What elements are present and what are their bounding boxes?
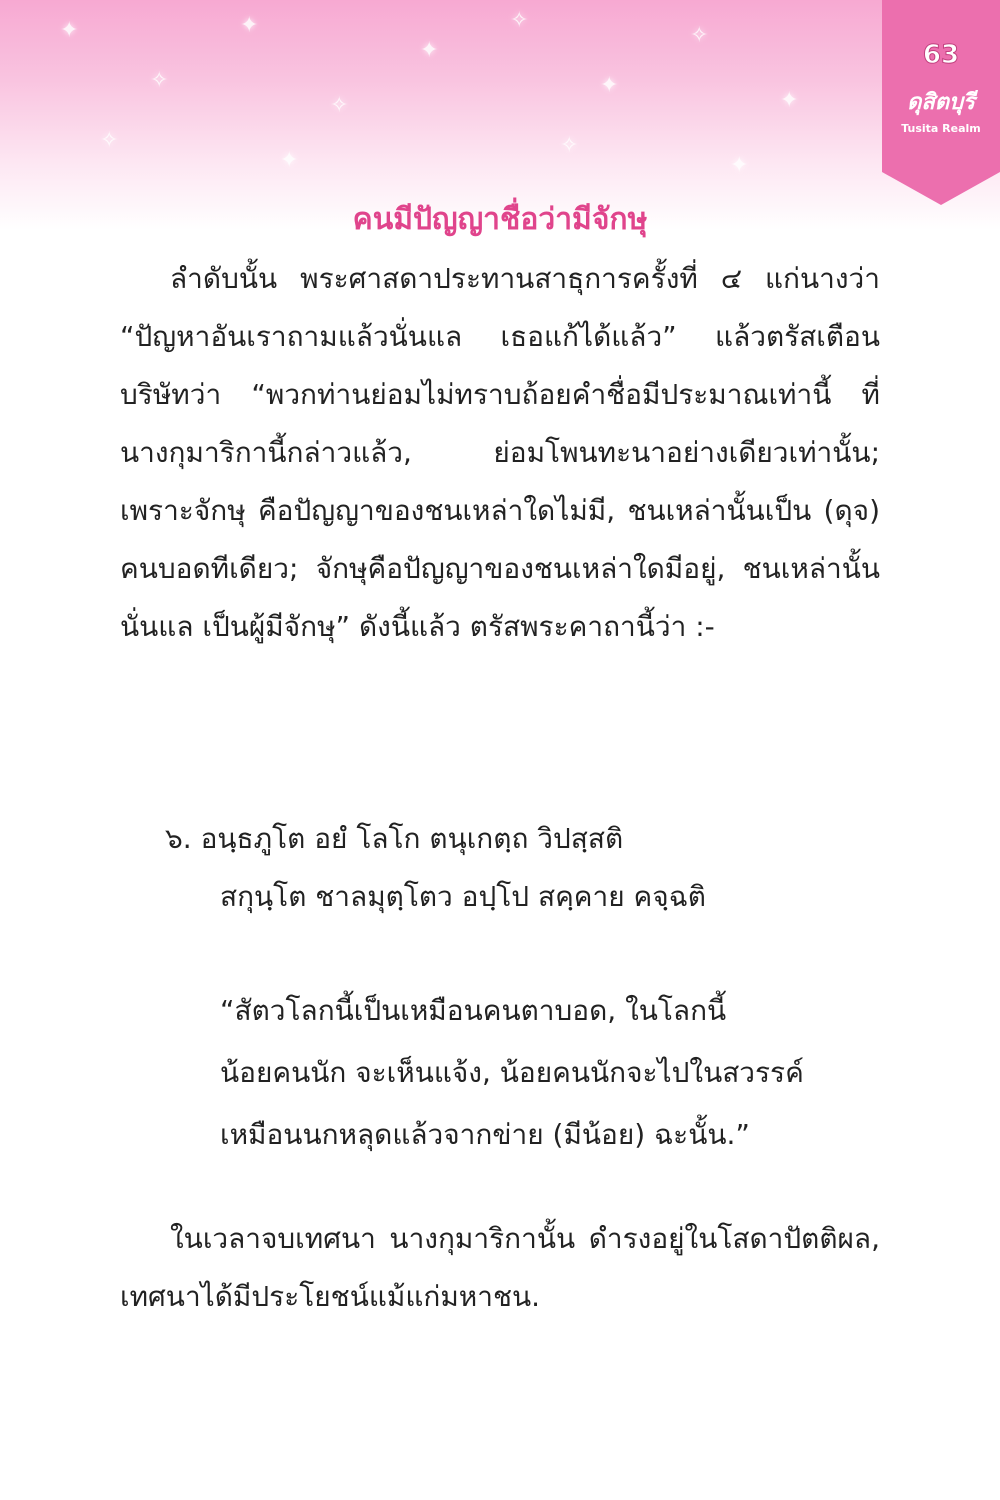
sparkle-icon: ✧ bbox=[150, 68, 169, 93]
verse-line: ๖. อนฺธภูโต อยํ โลโก ตนุเกตฺถ วิปสฺสติ bbox=[165, 822, 624, 855]
sparkle-icon: ✦ bbox=[240, 13, 259, 38]
translation-line: เหมือนนกหลุดแล้วจากข่าย (มีน้อย) ฉะนั้น.” bbox=[220, 1118, 750, 1151]
sparkle-icon: ✧ bbox=[100, 128, 119, 153]
sparkle-icon: ✦ bbox=[420, 38, 439, 63]
sparkle-icon: ✧ bbox=[510, 8, 529, 33]
sparkle-icon: ✦ bbox=[600, 73, 619, 98]
verse-line: สกุนฺโต ชาลมุตฺโตว อปฺโป สคฺคาย คจฺฉติ bbox=[220, 880, 706, 913]
page-number: 63 bbox=[922, 40, 960, 70]
pali-verse bbox=[165, 810, 885, 926]
sparkle-icon: ✦ bbox=[280, 148, 299, 173]
book-logo: ดุสิตบุรี bbox=[907, 89, 975, 115]
book-logo-subtitle: Tusita Realm bbox=[901, 122, 981, 135]
translation-line: น้อยคนนัก จะเห็นแจ้ง, น้อยคนนักจะไปในสวรรค์ bbox=[220, 1056, 804, 1089]
paragraph-conclusion: ในเวลาจบเทศนา นางกุมาริกานั้น ดำรงอยู่ในโสดาปัตติผล, เทศนาได้มีประโยชน์แม้แก่มหาชน. bbox=[120, 1222, 880, 1313]
sparkle-icon: ✧ bbox=[330, 93, 349, 118]
verse-translation bbox=[220, 980, 900, 1166]
sparkle-icon: ✧ bbox=[690, 23, 709, 48]
sparkle-icon: ✦ bbox=[730, 153, 749, 178]
translation-line: “สัตวโลกนี้เป็นเหมือนคนตาบอด, ในโลกนี้ bbox=[220, 994, 727, 1027]
paragraph-intro: ลำดับนั้น พระศาสดาประทานสาธุการครั้งที่ ๔ แก่นางว่า “ปัญหาอันเราถามแล้วนั่นแล เธอแก้ได้แล้ว” แล้วตรัสเตือนบริษัทว่า “พวกท่านย่อมไม่ทราบถ้อยคำชื่อมีประมาณเท่านี้ ที่นางกุมาริกานี้กล่าวแล้ว, ย่อมโพนทะนาอย่างเดียวเท่านั้น; เพราะจักษุ คือปัญญาของชนเหล่าใดไม่มี, ชนเหล่านั้นเป็น (ดุจ) คนบอดทีเดียว; จักษุคือปัญญาของชนเหล่าใดมีอยู่, ชนเหล่านั้นนั่นแล เป็นผู้มีจักษุ” ดังนี้แล้ว ตรัสพระคาถานี้ว่า :- bbox=[120, 262, 880, 643]
section-title: คนมีปัญญาชื่อว่ามีจักษุ bbox=[352, 202, 648, 237]
sparkle-icon: ✦ bbox=[780, 88, 799, 113]
sparkle-icon: ✧ bbox=[560, 133, 579, 158]
sparkle-icon: ✦ bbox=[60, 18, 79, 43]
